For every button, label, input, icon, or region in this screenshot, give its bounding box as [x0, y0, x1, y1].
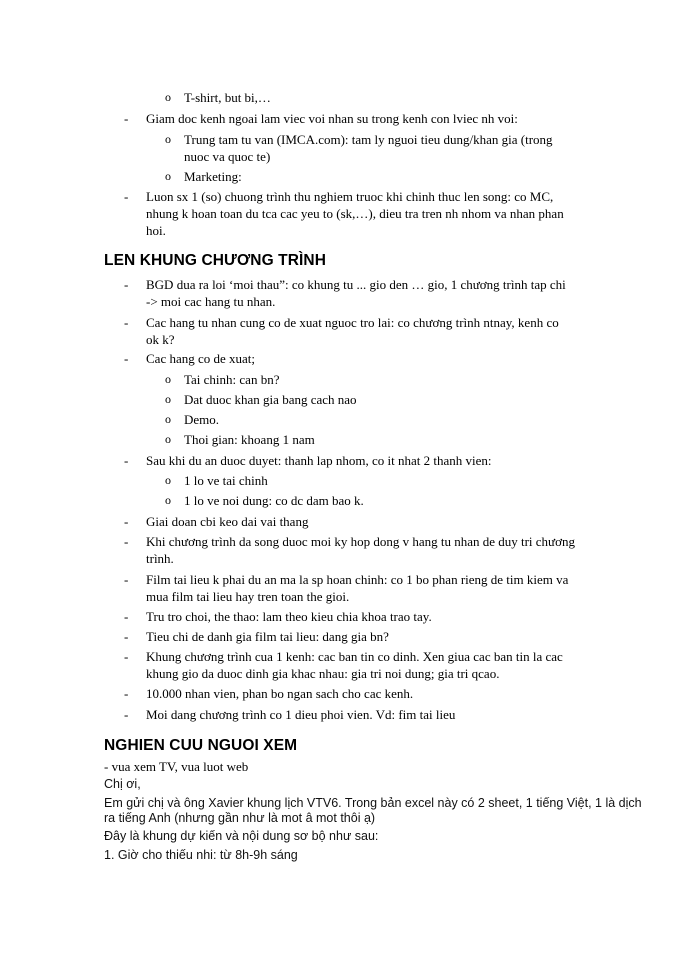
sub-bullet: o: [165, 90, 171, 104]
dash-bullet: -: [124, 351, 129, 366]
sub-item-trung-tam-line2: nuoc va quoc te): [184, 149, 271, 164]
dash-bullet: -: [124, 686, 129, 701]
sub-item-tshirt: T-shirt, but bi,…: [184, 90, 271, 105]
item-cac-hang-line2: ok k?: [146, 332, 175, 347]
line-em-gui-line1: Em gửi chị và ông Xavier khung lịch VTV6. Trong bản excel này có 2 sheet, 1 tiếng Việt, 1 là dịch: [104, 796, 642, 810]
sub-bullet: o: [165, 132, 171, 146]
dash-bullet: -: [124, 707, 129, 722]
dash-bullet: -: [124, 514, 129, 529]
sub-item-tai-chinh: Tai chinh: can bn?: [184, 372, 280, 387]
dash-bullet: -: [124, 111, 129, 126]
item-luon-sx-line3: hoi.: [146, 223, 166, 238]
sub-bullet: o: [165, 412, 171, 426]
item-luon-sx-line2: nhung k hoan toan du tca cac yeu to (sk,…), dieu tra tren nh nhom va nhan phan: [146, 206, 564, 221]
item-dieu-phoi: Moi dang chương trình co 1 dieu phoi vien. Vd: fim tai lieu: [146, 707, 456, 722]
section-heading-nghien-cuu: NGHIEN CUU NGUOI XEM: [104, 737, 298, 754]
line-chi-oi: Chị ơi,: [104, 777, 141, 791]
dash-bullet: -: [124, 315, 129, 330]
line-em-gui-line2: ra tiếng Anh (nhưng gần như là mot â mot thôi ạ): [104, 811, 376, 825]
item-nhan-vien: 10.000 nhan vien, phan bo ngan sach cho cac kenh.: [146, 686, 414, 701]
item-cac-hang-line1: Cac hang tu nhan cung co de xuat nguoc tro lai: co chương trình ntnay, kenh co: [146, 315, 559, 330]
sub-bullet: o: [165, 473, 171, 487]
line-day-la: Đây là khung dự kiến và nội dung sơ bộ như sau:: [104, 829, 379, 843]
sub-item-thoi-gian: Thoi gian: khoang 1 nam: [184, 432, 315, 447]
sub-item-khan-gia: Dat duoc khan gia bang cach nao: [184, 392, 357, 407]
item-film-line2: mua film tai lieu hay tren toan the gioi.: [146, 589, 350, 604]
item-khi-ct-line2: trình.: [146, 551, 174, 566]
sub-item-tai-chinh-lo: 1 lo ve tai chinh: [184, 473, 268, 488]
sub-item-marketing: Marketing:: [184, 169, 242, 184]
section-heading-len-khung: LEN KHUNG CHƯƠNG TRÌNH: [104, 252, 327, 269]
item-khi-ct-line1: Khi chương trình da song duoc moi ky hop dong v hang tu nhan de duy tri chương: [146, 534, 575, 549]
item-giai-doan: Giai doan cbi keo dai vai thang: [146, 514, 309, 529]
dash-bullet: -: [124, 534, 129, 549]
item-bgd-line2: -> moi cac hang tu nhan.: [146, 294, 276, 309]
sub-item-demo: Demo.: [184, 412, 220, 427]
dash-bullet: -: [124, 453, 129, 468]
item-film-line1: Film tai lieu k phai du an ma la sp hoan chinh: co 1 bo phan rieng de tim kiem va: [146, 572, 569, 587]
dash-bullet: -: [124, 609, 129, 624]
sub-bullet: o: [165, 432, 171, 446]
item-sau-khi: Sau khi du an duoc duyet: thanh lap nhom, co it nhat 2 thanh vien:: [146, 453, 492, 468]
item-tru-tro-choi: Tru tro choi, the thao: lam theo kieu chia khoa trao tay.: [146, 609, 432, 624]
dash-bullet: -: [124, 649, 129, 664]
line-gio-thieu-nhi: 1. Giờ cho thiếu nhi: từ 8h-9h sáng: [104, 848, 298, 862]
item-luon-sx-line1: Luon sx 1 (so) chuong trình thu nghiem truoc khi chinh thuc len song: co MC,: [146, 189, 554, 204]
item-giam-doc: Giam doc kenh ngoai lam viec voi nhan su trong kenh con lviec nh voi:: [146, 111, 518, 126]
item-bgd-line1: BGD dua ra loi ‘moi thau”: co khung tu ... gio den … gio, 1 chương trình tap chi: [146, 277, 566, 292]
dash-bullet: -: [124, 189, 129, 204]
sub-bullet: o: [165, 392, 171, 406]
dash-bullet: -: [124, 277, 129, 292]
item-khung-line2: khung gio da duoc dinh gia khac nhau: gia tri noi dung; gia tri qcao.: [146, 666, 500, 681]
line-vua-xem: - vua xem TV, vua luot web: [104, 759, 249, 774]
item-khung-line1: Khung chương trình cua 1 kenh: cac ban tin co dinh. Xen giua cac ban tin la cac: [146, 649, 563, 664]
item-tieu-chi: Tieu chi de danh gia film tai lieu: dang gia bn?: [146, 629, 389, 644]
sub-bullet: o: [165, 169, 171, 183]
dash-bullet: -: [124, 572, 129, 587]
sub-bullet: o: [165, 372, 171, 386]
dash-bullet: -: [124, 629, 129, 644]
sub-item-trung-tam-line1: Trung tam tu van (IMCA.com): tam ly nguoi tieu dung/khan gia (trong: [184, 132, 553, 147]
sub-bullet: o: [165, 493, 171, 507]
item-de-xuat: Cac hang co de xuat;: [146, 351, 256, 366]
sub-item-noi-dung-lo: 1 lo ve noi dung: co dc dam bao k.: [184, 493, 364, 508]
